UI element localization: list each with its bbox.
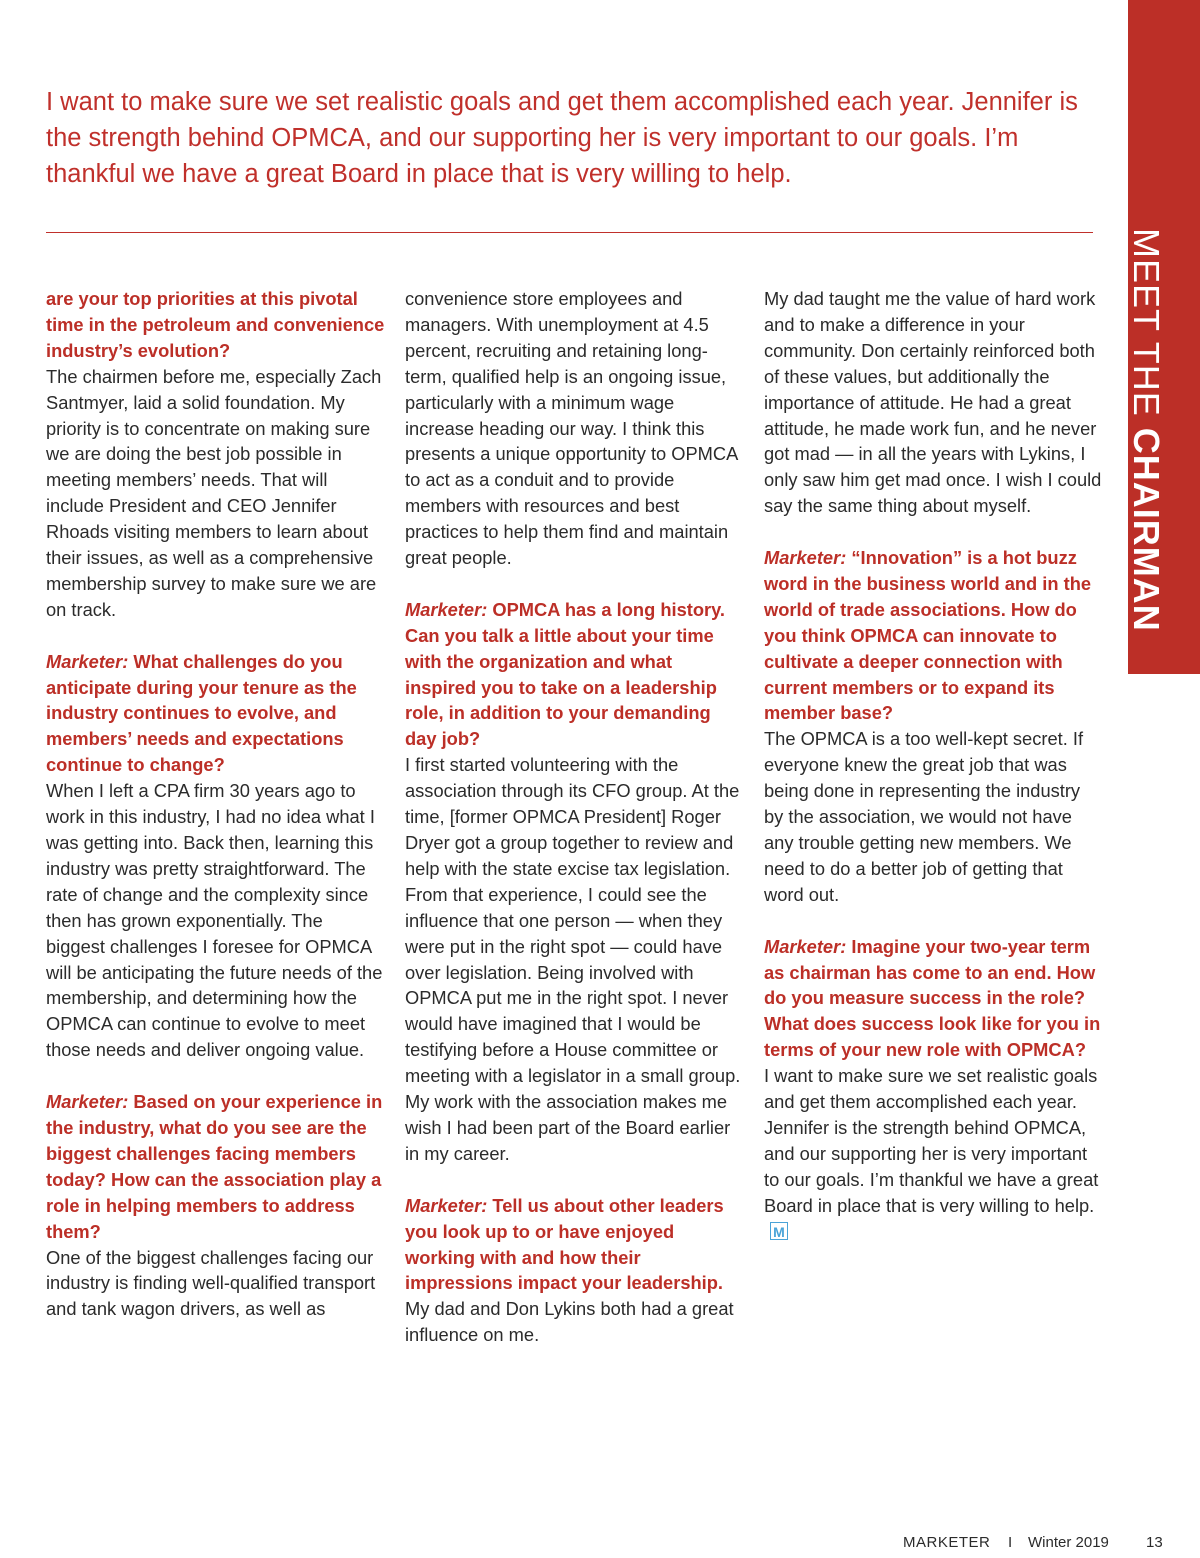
end-mark-icon: M [770,1222,788,1240]
section-tab-label-light: MEET THE [1126,228,1167,428]
question-text: What challenges do you anticipate during your tenure as the industry continues to evolve, and members’ needs and expectations continue to change? [46,650,357,776]
footer-issue: Winter 2019 [1028,1534,1109,1551]
question-text: “Innovation” is a hot buzz word in the business world and in the world of trade associations. How do you think OPMCA can innovate to cultivate a deeper connection with current members or to expand its member base? [764,547,1092,724]
question [764,934,1104,1064]
pull-quote: I want to make sure we set realistic goals and get them accomplished each year. Jennifer is the strength behind OPMCA, and our supporting her is very important to our goals. I’m thankful we have a great Board in place that is very willing to help. [46,88,1078,188]
question-text: OPMCA has a long history. Can you talk a little about your time with the organization and what inspired you to take on a leadership role, in addition to your demanding day job? [405,598,725,750]
answer: When I left a CPA firm 30 years ago to work in this industry, I had no idea what I was getting into. Back then, learning this industry was pretty straightforward. The rate of change and the complexity since then has grown exponentially. The biggest challenges I foresee for OPMCA will be anticipating the future needs of the membership, and determining how the OPMCA can continue to evolve to meet those needs and deliver ongoing value. [46,780,383,1061]
footer-magazine-name: MARKETER [903,1534,991,1551]
article-column-2 [405,286,745,1348]
question-lead: Marketer: [405,1194,488,1216]
page-number: 13 [1146,1534,1163,1551]
question-text: Tell us about other leaders you look up to or have enjoyed working with and how their impressions impact your leadership. [405,1194,724,1294]
answer [764,1063,1104,1244]
question-continued: are your top priorities at this pivotal time in the petroleum and convenience industry’s evolution? [46,288,385,361]
pull-quote-divider [46,232,1093,233]
answer: I first started volunteering with the association through its CFO group. At the time, [former OPMCA President] Roger Dryer got a group together to review and help with the state excise tax legislation. From that experience, I could see the influence that one person — when they were put in the right spot — could have over legislation. Being involved with OPMCA put me in the right spot. I never would have imagined that I would be testifying before a House committee or meeting with a legislator in a small group. My work with the association makes me wish I had been part of the Board earlier in my career. [405,754,741,1164]
section-tab-label-bold: CHAIRMAN [1126,427,1167,632]
question-lead: Marketer: [46,1091,129,1113]
answer: My dad and Don Lykins both had a great influence on me. [405,1298,734,1346]
question [405,597,745,752]
question [405,1193,745,1297]
question-text: Imagine your two-year term as chairman has come to an end. How do you measure success in the role? What does success look like for you in terms of your new role with OPMCA? [764,935,1101,1061]
question [46,1089,386,1244]
question [46,649,386,779]
question-lead: Marketer: [405,598,488,620]
question-text: Based on your experience in the industry, what do you see are the biggest challenges facing members today? How can the association play a role in helping members to address them? [46,1091,383,1242]
answer: One of the biggest challenges facing our industry is finding well-qualified transport and tank wagon drivers, as well as [46,1246,376,1320]
section-tab-label [1126,228,1167,632]
footer-separator: I [1008,1534,1013,1551]
question-lead: Marketer: [764,547,847,569]
question [764,545,1104,726]
answer-continued: My dad taught me the value of hard work and to make a difference in your community. Don certainly reinforced both of these values, but additionally the importance of attitude. He had a great attitude, he made work fun, and he never got mad — in all the years with Lykins, I only saw him get mad once. I wish I could say the same thing about myself. [764,288,1102,517]
answer-continued: convenience store employees and managers. With unemployment at 4.5 percent, recruiting and retaining long-term, qualified help is an ongoing issue, particularly with a minimum wage increase heading our way. I think this presents a unique opportunity to OPMCA to act as a conduit and to provide members with resources and best practices to help them find and maintain great people. [405,288,738,569]
answer: The OPMCA is a too well-kept secret. If everyone knew the great job that was being done in representing the industry by the association, we would not have any trouble getting new members. We need to do a better job of getting that word out. [764,728,1084,905]
article-column-1 [46,286,386,1322]
article-column-3 [764,286,1104,1245]
question-lead: Marketer: [764,935,847,957]
answer: The chairmen before me, especially Zach Santmyer, laid a solid foundation. My priority is to concentrate on making sure we are doing the best job possible in meeting members’ needs. That will include President and CEO Jennifer Rhoads visiting members to learn about their issues, as well as a comprehensive membership survey to make sure we are on track. [46,365,382,620]
answer-text: I want to make sure we set realistic goals and get them accomplished each year. Jennifer is the strength behind OPMCA, and our supporting her is very important to our goals. I’m thankful we have a great Board in place that is very willing to help. [764,1065,1099,1216]
question-lead: Marketer: [46,650,129,672]
